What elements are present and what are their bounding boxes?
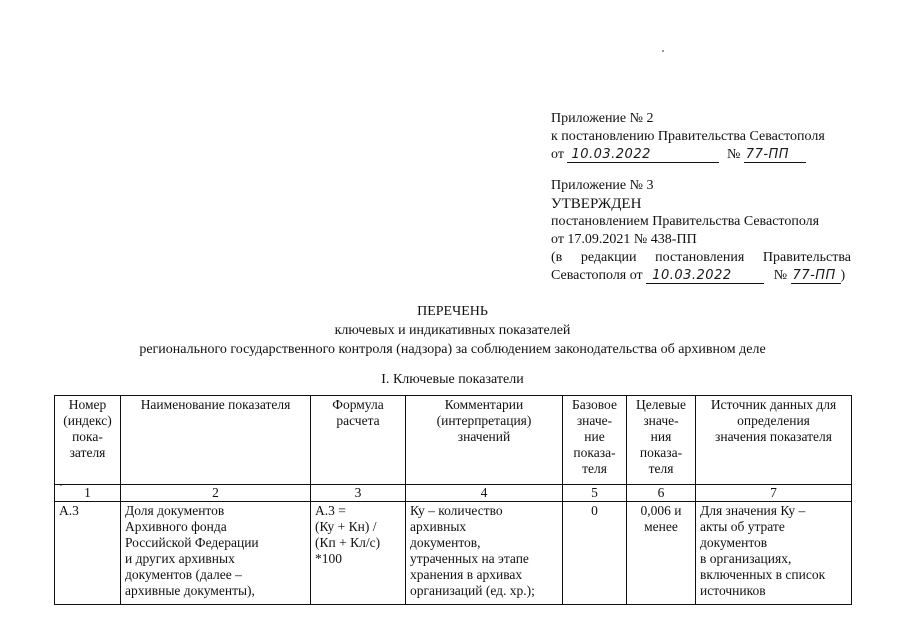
handwritten-number-2: 77-ПП: [791, 268, 841, 284]
cell-line: архивных: [410, 519, 467, 534]
cell-line: документов: [700, 535, 768, 550]
column-header-line: определения: [737, 413, 810, 428]
column-header-2: [121, 396, 311, 485]
cell-line: включенных в список: [700, 567, 826, 582]
table-header-row: [55, 396, 852, 485]
cell-line: Архивного фонда: [125, 519, 227, 534]
cell-data-source: [696, 502, 852, 605]
cell-line: документов,: [410, 535, 481, 550]
document-title: ПЕРЕЧЕНЬ: [417, 304, 488, 319]
column-header-4: [406, 396, 563, 485]
column-number: 4: [406, 485, 563, 502]
column-header-line: Базовое: [572, 397, 617, 412]
column-number: 6: [627, 485, 696, 502]
document-subtitle-1: ключевых и индикативных показателей: [334, 323, 571, 338]
approval-line-4-prefix: Севастополя от: [551, 268, 643, 283]
column-header-line: пока-: [72, 429, 103, 444]
indicators-table: [54, 395, 852, 605]
column-header-6: [627, 396, 696, 485]
cell-line: утраченных на этапе: [410, 551, 529, 566]
column-header-line: значе-: [576, 413, 613, 428]
appendix-2-subtitle: к постановлению Правительства Севастополя: [551, 129, 825, 144]
appendix-2-block: [551, 110, 825, 164]
cell-line: источников: [700, 583, 766, 598]
cell-line: архивные документы),: [125, 583, 255, 598]
column-header-line: Наименование показателя: [140, 397, 291, 412]
from-label: от: [551, 147, 564, 162]
column-number: 1: [55, 485, 121, 502]
handwritten-number: 77-ПП: [744, 147, 806, 163]
document-subtitle-2: регионального государственного контроля (надзора) за соблюдением законодательства об архивном деле: [139, 342, 766, 357]
column-header-5: [563, 396, 627, 485]
cell-line: акты об утрате: [700, 519, 785, 534]
column-number: 2: [121, 485, 311, 502]
appendix-3-title: Приложение № 3: [551, 178, 654, 193]
cell-line: организаций (ед. хр.);: [410, 583, 535, 598]
approval-line-3: (в редакции постановления Правительства: [551, 250, 851, 265]
column-header-line: значе-: [643, 413, 679, 428]
cell-line: менее: [644, 519, 678, 534]
cell-line: А.3: [59, 503, 79, 518]
column-header-line: теля: [582, 461, 607, 476]
scan-speck: [662, 50, 664, 52]
document-title-block: [0, 302, 905, 359]
column-header-line: Формула: [332, 397, 384, 412]
approved-stamp-text: УТВЕРЖДЕН: [551, 196, 642, 212]
cell-line: (Кп + Кл/с): [315, 535, 381, 550]
cell-line: 0,006 и: [640, 503, 682, 518]
cell-base-value: [563, 502, 627, 605]
approval-line-1: постановлением Правительства Севастополя: [551, 214, 820, 229]
column-header-3: [311, 396, 406, 485]
column-header-line: расчета: [336, 413, 380, 428]
approval-line-2: от 17.09.2021 № 438-ПП: [551, 232, 697, 247]
closing-paren: ): [840, 268, 846, 283]
cell-line: хранения в архивах: [410, 567, 523, 582]
number-label: №: [726, 147, 741, 162]
cell-line: в организациях,: [700, 551, 792, 566]
handwritten-date-2: 10.03.2022: [646, 268, 764, 284]
cell-line: Российской Федерации: [125, 535, 259, 550]
cell-formula: [311, 502, 406, 605]
number-label-2: №: [773, 268, 788, 283]
appendix-2-title: Приложение № 2: [551, 111, 654, 126]
approval-line-4: [551, 267, 851, 285]
column-header-line: Источник данных для: [710, 397, 837, 412]
cell-line: документов (далее –: [125, 567, 242, 582]
section-title: I. Ключевые показатели: [381, 372, 524, 387]
column-header-line: Комментарии: [444, 397, 524, 412]
column-header-line: зателя: [69, 445, 106, 460]
column-number: 3: [311, 485, 406, 502]
cell-line: 0: [591, 503, 598, 518]
column-header-line: (индекс): [63, 413, 112, 428]
column-header-line: показа-: [639, 445, 683, 460]
cell-line: Доля документов: [125, 503, 225, 518]
handwritten-date: 10.03.2022: [567, 147, 719, 163]
column-number-row: [55, 485, 852, 502]
table-row: [55, 502, 852, 605]
column-header-7: [696, 396, 852, 485]
column-header-line: (интерпретация): [436, 413, 532, 428]
cell-target-value: [627, 502, 696, 605]
cell-comment: [406, 502, 563, 605]
appendix-2-date-line: [551, 146, 825, 164]
column-header-line: Целевые: [636, 397, 686, 412]
cell-line: А.3 =: [315, 503, 346, 518]
column-header-line: значения показателя: [715, 429, 832, 444]
column-header-1: [55, 396, 121, 485]
column-header-line: Номер: [68, 397, 107, 412]
cell-line: Ку – количество: [410, 503, 503, 518]
column-header-line: теля: [648, 461, 674, 476]
cell-line: и других архивных: [125, 551, 235, 566]
cell-index: [55, 502, 121, 605]
cell-indicator-name: [121, 502, 311, 605]
column-header-line: значений: [457, 429, 511, 444]
column-header-line: показа-: [573, 445, 616, 460]
cell-line: Для значения Ку –: [700, 503, 806, 518]
column-header-line: ние: [584, 429, 605, 444]
column-number: 7: [696, 485, 852, 502]
column-number: 5: [563, 485, 627, 502]
cell-line: (Ку + Кн) /: [315, 519, 377, 534]
cell-line: *100: [315, 551, 342, 566]
appendix-3-block: [551, 177, 851, 285]
column-header-line: ния: [650, 429, 672, 444]
